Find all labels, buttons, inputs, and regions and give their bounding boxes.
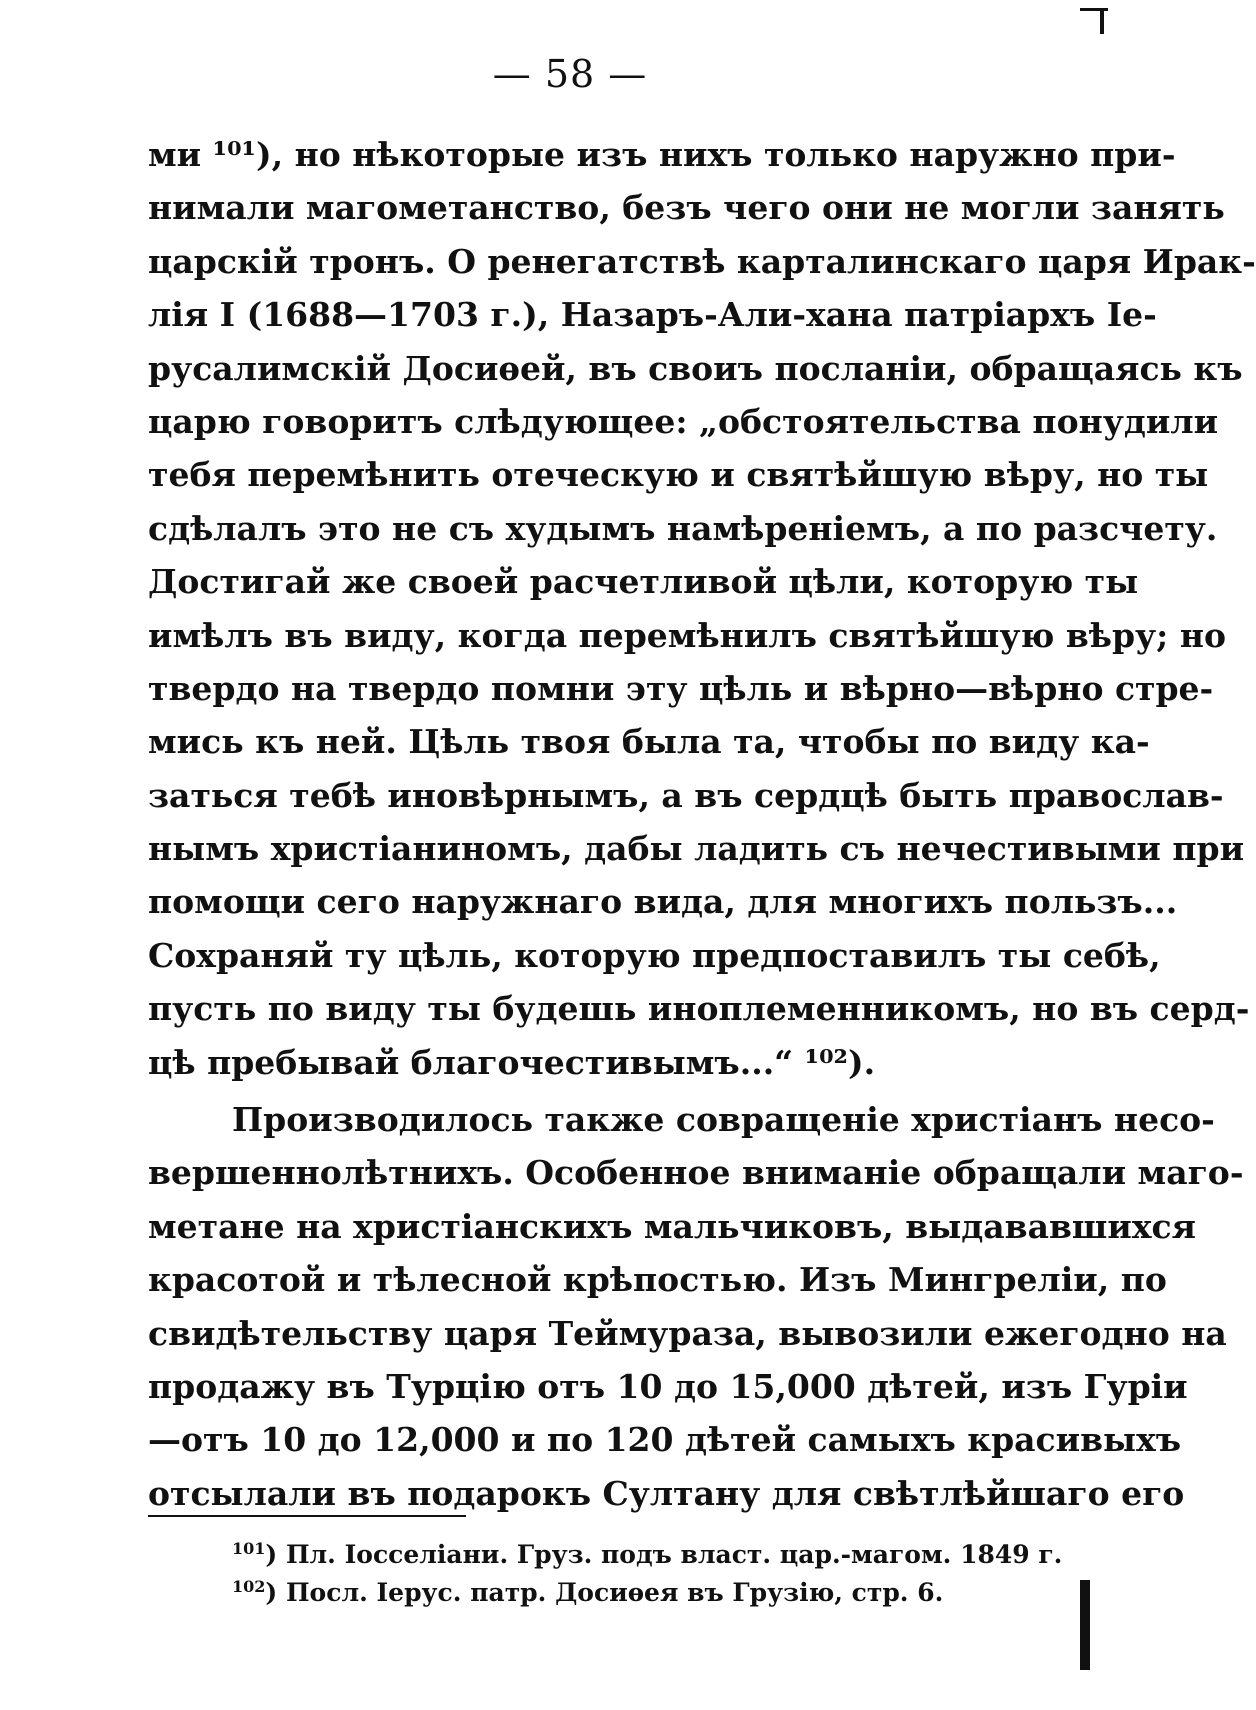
text-line: твердо на твердо помни эту цѣль и вѣрно—вѣрно стре- bbox=[148, 668, 1214, 708]
text-line: помощи сего наружнаго вида, для многихъ пользъ... bbox=[148, 882, 1178, 922]
footnote-separator bbox=[148, 1515, 466, 1517]
text-line: красотой и тѣлесной крѣпостью. Изъ Мингреліи, по bbox=[148, 1260, 1167, 1300]
text-line: —отъ 10 до 12,000 и по 120 дѣтей самыхъ красивыхъ bbox=[148, 1420, 1182, 1460]
footnote-text: ) Пл. Іосселіани. Груз. подъ власт. цар.-магом. 1849 г. bbox=[265, 1540, 1063, 1569]
text-line: Сохраняй ту цѣль, которую предпоставилъ ты себѣ, bbox=[148, 935, 1161, 975]
text-line: Производилось также совращеніе христіанъ несо- bbox=[232, 1100, 1215, 1140]
text-line: вершеннолѣтнихъ. Особенное вниманіе обращали маго- bbox=[148, 1153, 1244, 1193]
footnote-number: 101 bbox=[232, 1539, 266, 1558]
text-line: тебя перемѣнить отеческую и святѣйшую вѣру, но ты bbox=[148, 455, 1209, 495]
text-line: пусть по виду ты будешь иноплеменникомъ, но въ серд- bbox=[148, 989, 1250, 1029]
footnote-text: ) Посл. Іерус. патр. Досиѳея въ Грузію, стр. 6. bbox=[265, 1578, 944, 1607]
text-line: лія I (1688—1703 г.), Назаръ-Али-хана патріархъ Іе- bbox=[148, 295, 1157, 335]
text-line: заться тебѣ иновѣрнымъ, а въ сердцѣ быть православ- bbox=[148, 775, 1224, 815]
text-line: свидѣтельству царя Теймураза, вывозили ежегодно на bbox=[148, 1313, 1227, 1353]
footnote bbox=[232, 1568, 1092, 1606]
text-line: отсылали въ подарокъ Султану для свѣтлѣйшаго его bbox=[148, 1473, 1185, 1513]
footnote bbox=[232, 1530, 1092, 1568]
text-line: мись къ ней. Цѣль твоя была та, чтобы по виду ка- bbox=[148, 722, 1150, 762]
text-line: продажу въ Турцію отъ 10 до 15,000 дѣтей, изъ Гуріи bbox=[148, 1366, 1188, 1406]
text-line: нимали магометанство, безъ чего они не могли занять bbox=[148, 188, 1225, 228]
text-line: русалимскій Досиѳей, въ своиъ посланіи, обращаясь къ bbox=[148, 348, 1243, 388]
scan-edge-mark bbox=[1100, 8, 1104, 34]
text-line: сдѣлалъ это не съ худымъ намѣреніемъ, а по разсчету. bbox=[148, 508, 1218, 548]
footnote-number: 102 bbox=[232, 1577, 266, 1596]
text-line: ми ¹⁰¹), но нѣкоторые изъ нихъ только наружно при- bbox=[148, 135, 1176, 174]
footnotes bbox=[232, 1530, 1092, 1606]
scan-edge-mark bbox=[1080, 1580, 1090, 1670]
text-line: царскій тронъ. О ренегатствѣ карталинскаго царя Ирак- bbox=[148, 241, 1256, 281]
page-number: — 58 — bbox=[492, 52, 648, 96]
text-line: Достигай же своей расчетливой цѣли, которую ты bbox=[148, 562, 1139, 602]
text-line: метане на христіанскихъ мальчиковъ, выдававшихся bbox=[148, 1206, 1196, 1246]
text-line: цѣ пребывай благочестивымъ...“ ¹⁰²). bbox=[148, 1042, 876, 1082]
text-line: царю говоритъ слѣдующее: „обстоятельства понудили bbox=[148, 401, 1219, 441]
body-text bbox=[148, 128, 1256, 1520]
text-line: имѣлъ въ виду, когда перемѣнилъ святѣйшую вѣру; но bbox=[148, 615, 1226, 655]
text-line: нымъ христіаниномъ, дабы ладить съ нечестивыми при bbox=[148, 829, 1245, 869]
